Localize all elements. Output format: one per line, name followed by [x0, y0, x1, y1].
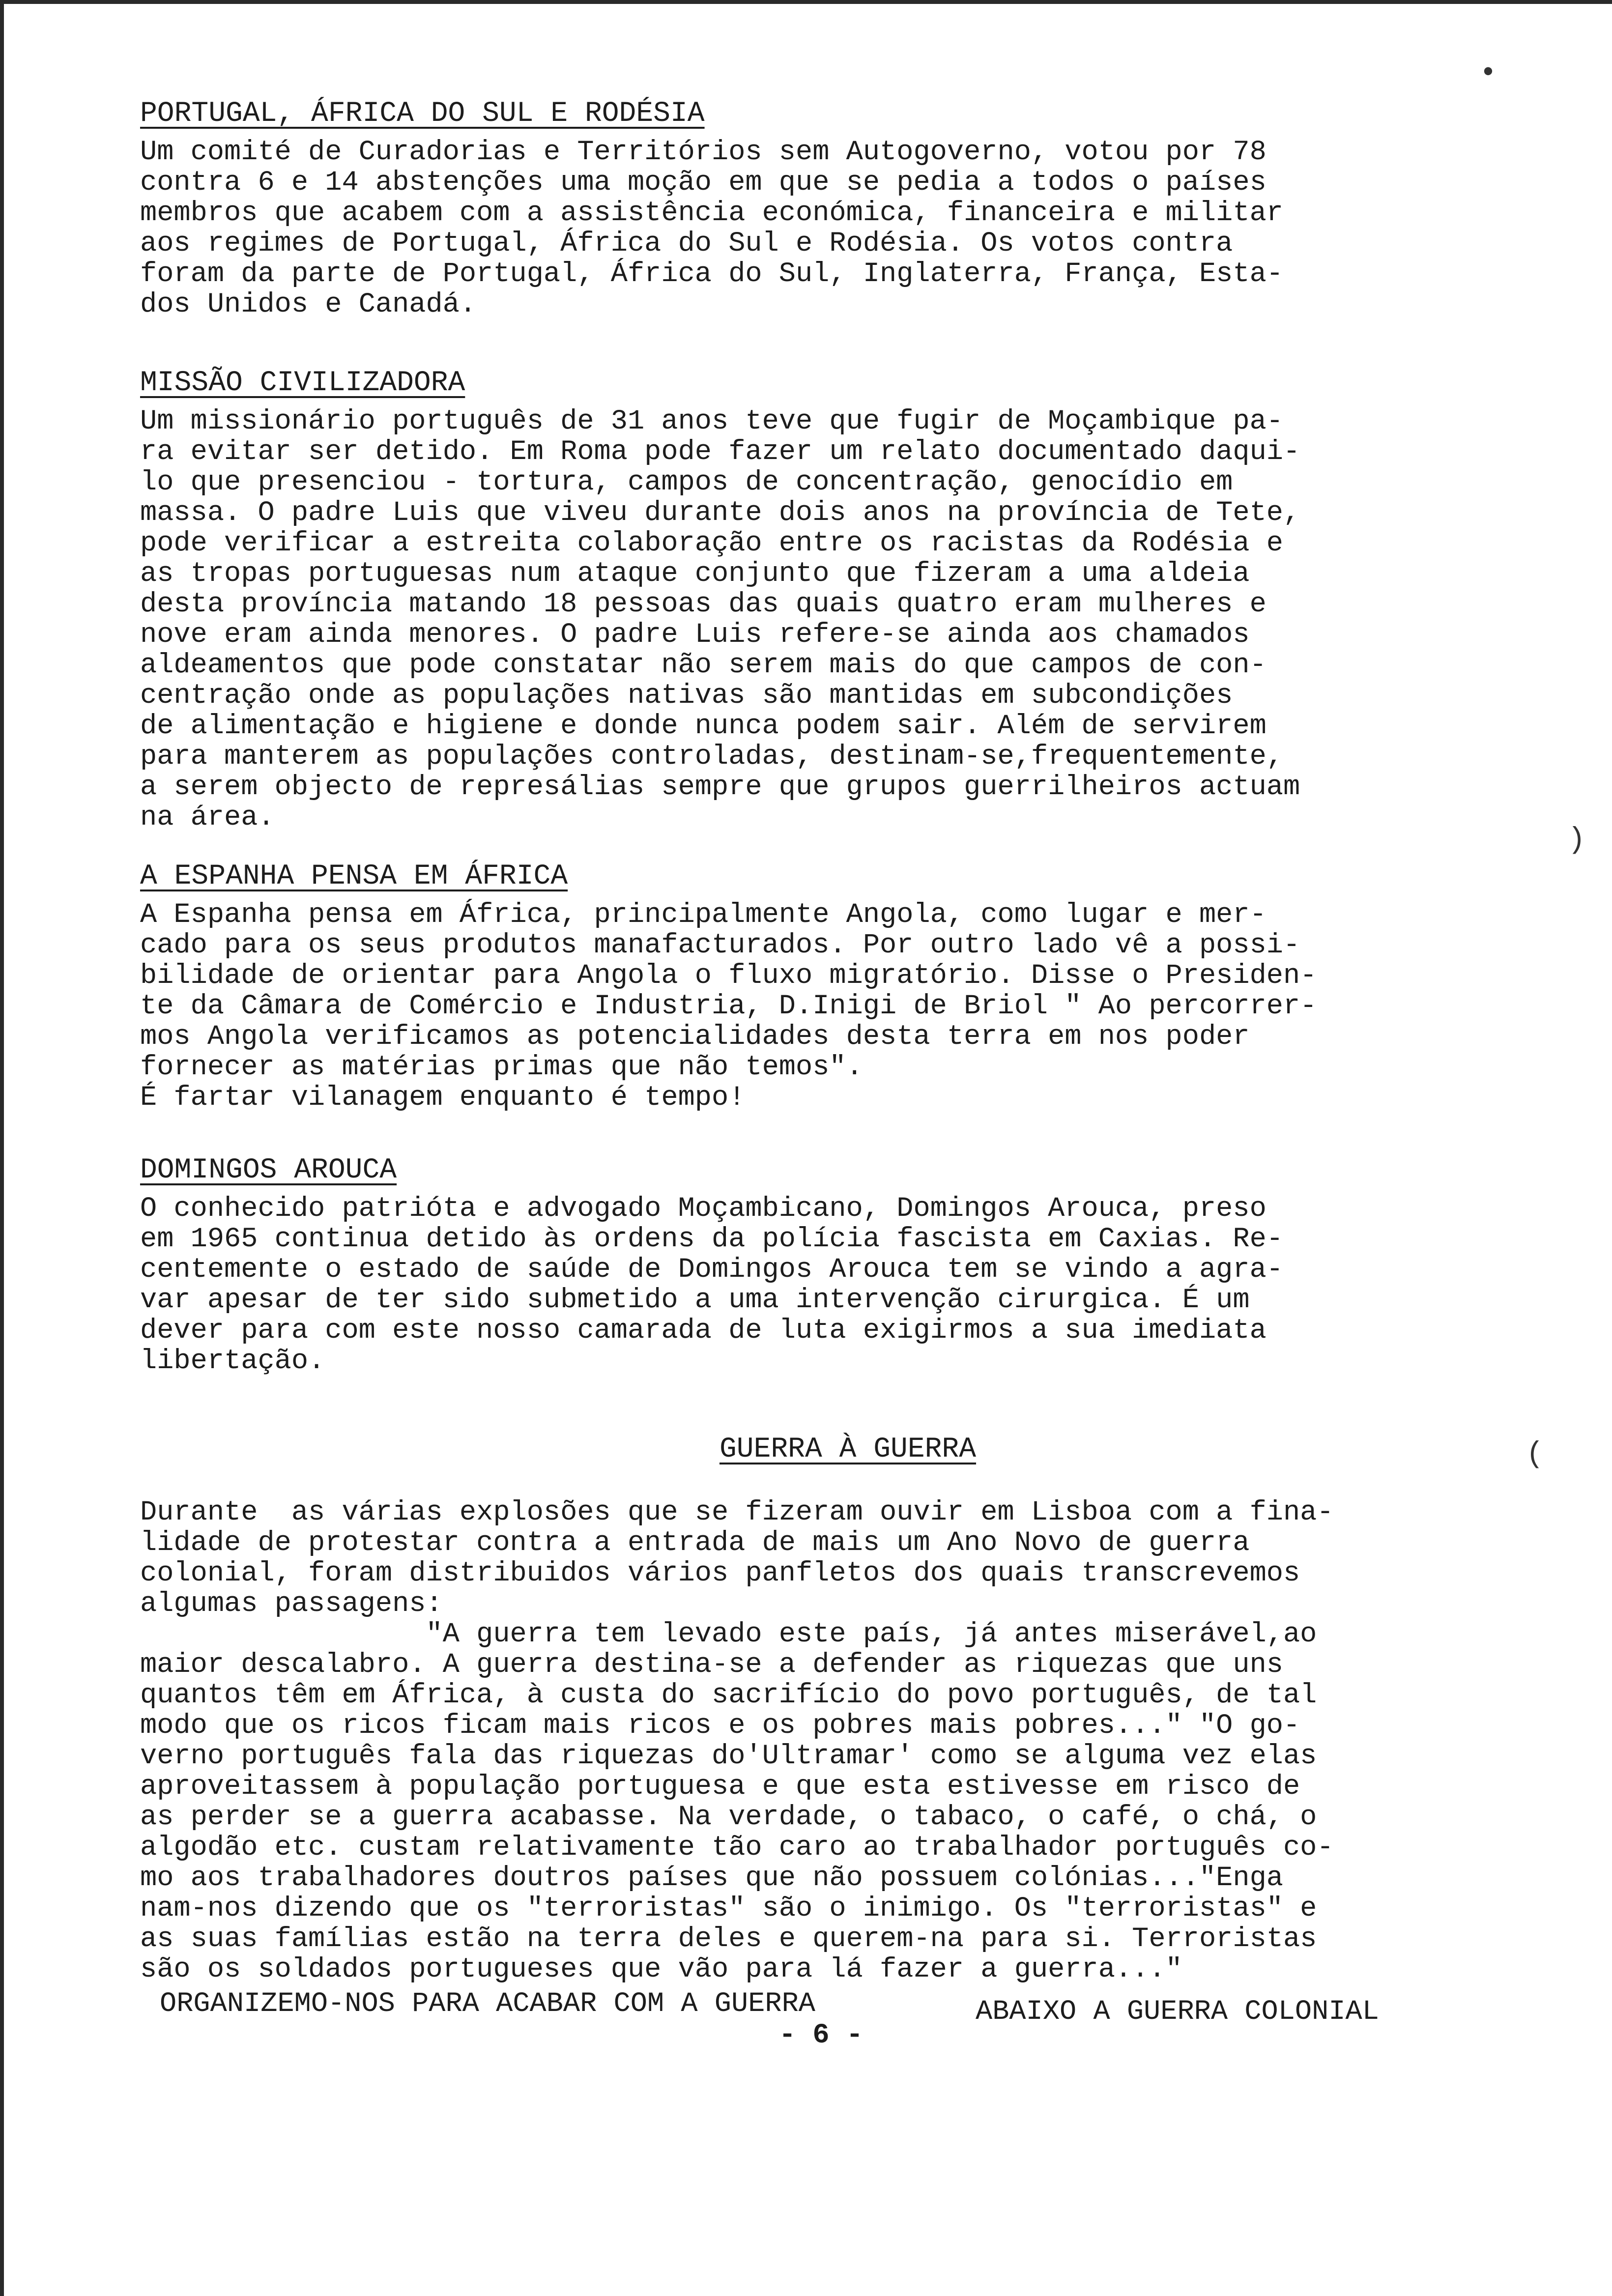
- page-number: - 6 -: [779, 2020, 864, 2051]
- article-body: A Espanha pensa em África, principalmente Angola, como lugar e mer- cado para os seus produtos manafacturados. Por outro lado vê a possi- bilidade de orientar para Angola o fluxo migratório. Disse o Presiden- te da Câmara de Comércio e Industria, D.Inigi de Briol " Ao percorrer- mos Angola verificamos as potencialidades desta terra em nos poder fornecer as matérias primas que não temos". É fartar vilanagem enquanto é tempo!: [140, 899, 1317, 1114]
- article-domingos-arouca: [140, 1152, 1536, 1377]
- footer-slogan-left: ORGANIZEMO-NOS PARA ACABAR COM A GUERRA: [160, 1988, 816, 2020]
- article-missao-civilizadora: [140, 365, 1536, 833]
- article-espanha-pensa-em-africa: [140, 859, 1536, 1113]
- document-content: [140, 96, 1536, 2053]
- scan-top-border: [0, 0, 1612, 4]
- article-heading: MISSÃO CIVILIZADORA: [140, 367, 465, 399]
- margin-bracket-mark: (: [1526, 1438, 1544, 1471]
- article-portugal-africa-do-sul-rodesia: [140, 96, 1536, 320]
- article-heading-text: GUERRA À GUERRA: [719, 1434, 977, 1465]
- article-body: O conhecido patrióta e advogado Moçambicano, Domingos Arouca, preso em 1965 continua detido às ordens da polícia fascista em Caxias. Re- centemente o estado de saúde de Domingos Arouca tem se vindo a agra- var apesar de ter sido submetido a uma intervenção cirurgica. É um dever para com este nosso camarada de luta exigirmos a sua imediata libertação.: [140, 1193, 1283, 1377]
- article-body: Durante as várias explosões que se fizeram ouvir em Lisboa com a fina- lidade de protestar contra a entrada de mais um Ano Novo de guerra colonial, foram distribuidos vários panfletos dos quais transcrevemos algumas passagens: "A guerra tem levado este país, já antes miserável,ao maior descalabro. A guerra destina-se a defender as riquezas que uns quantos têm em África, à custa do sacrifício do povo português, de tal modo que os ricos ficam mais ricos e os pobres mais pobres..." "O go- verno português fala das riquezas do'Ultramar' como se alguma vez elas aproveitassem à população portuguesa e que esta estivesse em risco de as perder se a guerra acabasse. Na verdade, o tabaco, o café, o chá, o algodão etc. custam relativamente tão caro ao trabalhador português co- mo aos trabalhadores doutros países que não possuem colónias..."Enga nam-nos dizendo que os "terroristas" são o inimigo. Os "terroristas" e as suas famílias estão na terra deles e querem-na para si. Terroristas são os soldados portugueses que vão para lá fazer a guerra...": [140, 1497, 1334, 1985]
- page-footer: [140, 1989, 1536, 2053]
- article-heading: A ESPANHA PENSA EM ÁFRICA: [140, 861, 568, 892]
- article-guerra-a-guerra: [140, 1432, 1536, 1985]
- article-heading: DOMINGOS AROUCA: [140, 1154, 397, 1186]
- scan-left-border: [0, 0, 4, 2296]
- margin-bracket-mark: ): [1568, 824, 1586, 857]
- ink-dot-mark: •: [1479, 57, 1497, 90]
- article-body: Um missionário português de 31 anos teve que fugir de Moçambique pa- ra evitar ser detido. Em Roma pode fazer um relato documentado daqui- lo que presenciou - tortura, campos de concentração, genocídio em massa. O padre Luis que viveu durante dois anos na província de Tete, pode verificar a estreita colaboração entre os racistas da Rodésia e as tropas portuguesas num ataque conjunto que fizeram a uma aldeia desta província matando 18 pessoas das quais quatro eram mulheres e nove eram ainda menores. O padre Luis refere-se ainda aos chamados aldeamentos que pode constatar não serem mais do que campos de con- centração onde as populações nativas são mantidas em subcondições de alimentação e higiene e donde nunca podem sair. Além de servirem para manterem as populações controladas, destinam-se,frequentemente, a serem objecto de represálias sempre que grupos guerrilheiros actuam na área.: [140, 406, 1300, 833]
- article-heading: [140, 1432, 1536, 1468]
- footer-slogan-right: ABAIXO A GUERRA COLONIAL: [976, 1996, 1379, 2028]
- article-heading: PORTUGAL, ÁFRICA DO SUL E RODÉSIA: [140, 98, 705, 130]
- article-body: Um comité de Curadorias e Territórios sem Autogoverno, votou por 78 contra 6 e 14 abstenções uma moção em que se pedia a todos o países membros que acabem com a assistência económica, financeira e militar aos regimes de Portugal, África do Sul e Rodésia. Os votos contra foram da parte de Portugal, África do Sul, Inglaterra, França, Esta- dos Unidos e Canadá.: [140, 137, 1283, 320]
